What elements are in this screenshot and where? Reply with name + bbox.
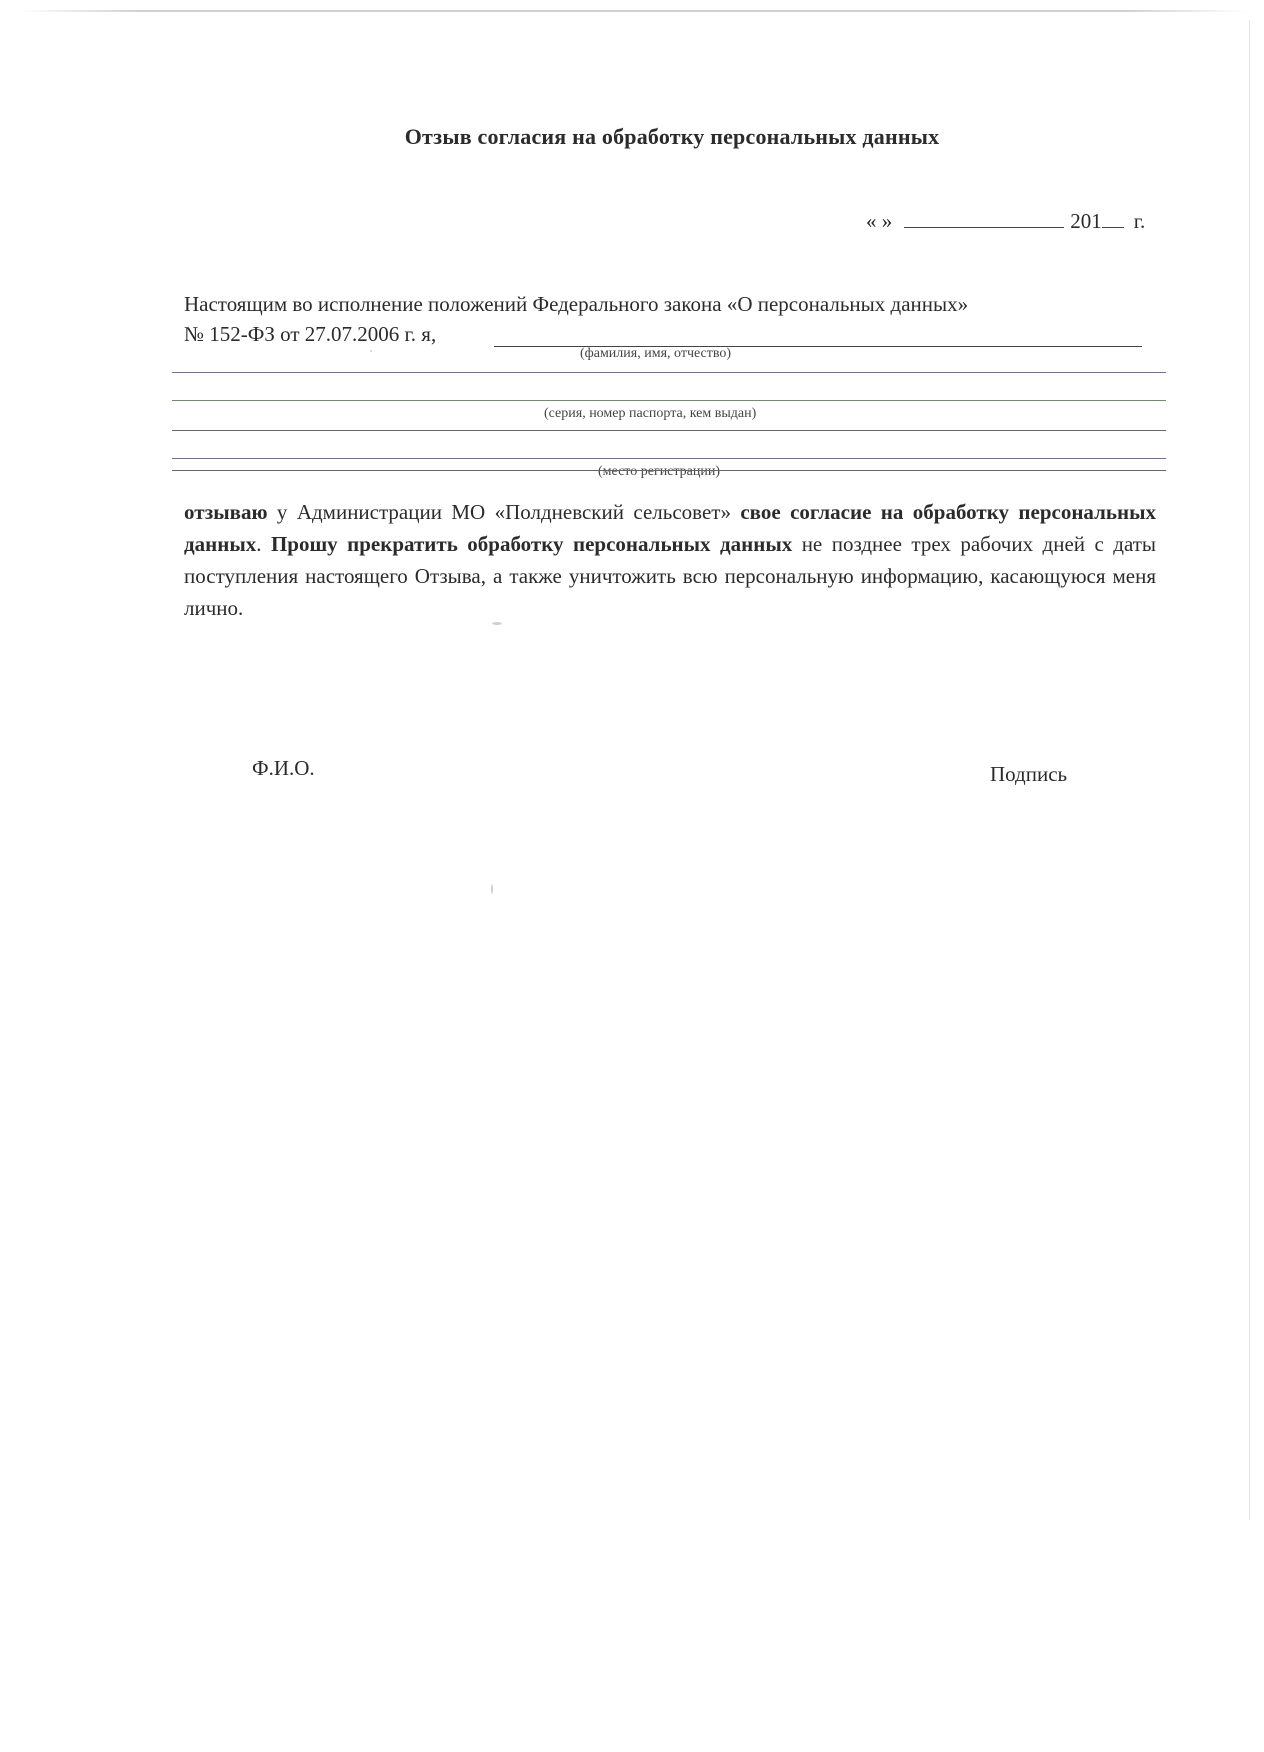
- rule-line-1: [172, 372, 1166, 373]
- document-title: Отзыв согласия на обработку персональных данных: [404, 124, 940, 149]
- date-quote-close: »: [881, 209, 893, 233]
- body-admin: у Администрации МО «Полдневский сельсовет»: [267, 500, 741, 524]
- body-rest: не позднее трех рабочих дней с даты поступления настоящего Отзыва, а также уничтожить всю персональную информацию, касающуюся меня лично.: [184, 532, 1157, 620]
- intro-line-2: [184, 322, 436, 347]
- signature-sign-label: Подпись: [990, 762, 1068, 786]
- date-year-suffix: г.: [1133, 209, 1146, 233]
- scan-edge-top: [18, 10, 1248, 12]
- intro-line-1: Настоящим во исполнение положений Федерального закона «О персональных данных»: [184, 292, 969, 316]
- rule-line-2: [172, 400, 1166, 401]
- date-quote-open: «: [866, 209, 877, 233]
- caption-registration: (место регистрации): [598, 464, 721, 479]
- intro-line-2-text: № 152-ФЗ от 27.07.2006 г. я,: [184, 322, 437, 346]
- body-dot: .: [256, 532, 271, 556]
- scan-speck: [492, 622, 502, 625]
- caption-passport: (серия, номер паспорта, кем выдан): [544, 406, 757, 421]
- signature-fio-label: Ф.И.О.: [252, 756, 315, 780]
- date-year-prefix: 201: [1070, 209, 1102, 233]
- rule-line-5: [172, 470, 1166, 471]
- scan-speck: [491, 884, 493, 894]
- caption-fio: (фамилия, имя, отчество): [580, 346, 732, 361]
- date-month-blank: [904, 209, 1064, 228]
- body-revoke: отзываю: [184, 500, 268, 524]
- rule-line-4: [172, 458, 1166, 459]
- body-paragraph: [184, 496, 1156, 624]
- date-line: [866, 209, 1145, 234]
- body-request: Прошу прекратить обработку персональных данных: [270, 532, 793, 556]
- rule-line-3: [172, 430, 1166, 431]
- scan-speck: [370, 350, 372, 352]
- body-consent: свое согласие на обработку персональных данных: [184, 500, 1156, 556]
- scan-edge-right: [1249, 20, 1250, 1520]
- date-year-blank: [1102, 209, 1124, 228]
